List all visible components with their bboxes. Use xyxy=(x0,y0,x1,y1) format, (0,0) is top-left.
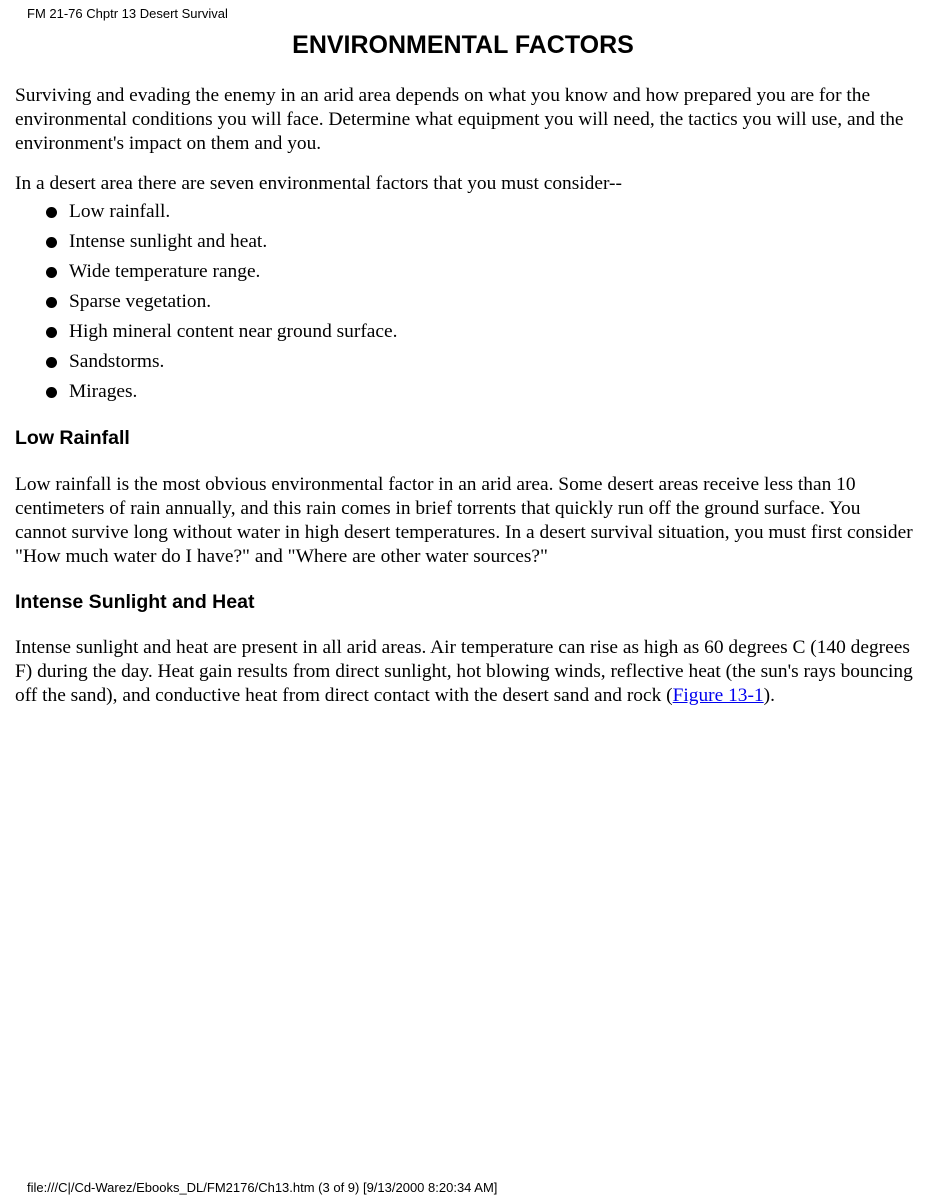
intro-paragraph: Surviving and evading the enemy in an arid area depends on what you know and how prepared you are for the environmental conditions you will face. Determine what equipment you will need, the tactics you will use, and the environment's impact on them and you. xyxy=(15,85,904,154)
bullet-icon xyxy=(46,387,57,398)
list-item-text: Sparse vegetation. xyxy=(69,291,212,312)
list-item-text: Wide temperature range. xyxy=(69,261,261,282)
list-item xyxy=(15,290,397,320)
bullet-icon xyxy=(46,327,57,338)
low-rainfall-paragraph: Low rainfall is the most obvious environmental factor in an arid area. Some desert areas receive less than 10 centimeters of rain annually, and this rain comes in brief torrents that quickly run off the ground surface. You cannot survive long without water in high desert temperatures. In a desert survival situation, you must first consider "How much water do I have?" and "Where are other water sources?" xyxy=(15,474,913,567)
bullet-icon xyxy=(46,237,57,248)
factors-list xyxy=(15,200,397,410)
list-item xyxy=(15,320,397,350)
list-item-text: Intense sunlight and heat. xyxy=(69,231,268,252)
list-item xyxy=(15,260,397,290)
intense-sunlight-text-end: ). xyxy=(763,685,775,706)
page-footer: file:///C|/Cd-Warez/Ebooks_DL/FM2176/Ch13.htm (3 of 9) [9/13/2000 8:20:34 AM] xyxy=(27,1180,498,1195)
intense-sunlight-paragraph xyxy=(15,636,915,708)
intense-sunlight-text: Intense sunlight and heat are present in all arid areas. Air temperature can rise as high as 60 degrees C (140 degrees F) during the day. Heat gain results from direct sunlight, hot blowing winds, reflective heat (the sun's rays bouncing off the sand), and conductive heat from direct contact with the desert sand and rock ( xyxy=(15,637,913,706)
section-heading-low-rainfall: Low Rainfall xyxy=(15,427,130,449)
list-item xyxy=(15,380,397,410)
list-item-text: Sandstorms. xyxy=(69,351,165,372)
bullet-icon xyxy=(46,297,57,308)
figure-13-1-link[interactable]: Figure 13-1 xyxy=(672,685,764,706)
list-intro-paragraph: In a desert area there are seven environmental factors that you must consider-- xyxy=(15,173,622,194)
page-title: ENVIRONMENTAL FACTORS xyxy=(292,31,634,59)
section-heading-intense-sunlight: Intense Sunlight and Heat xyxy=(15,591,255,613)
list-item-text: Low rainfall. xyxy=(69,201,171,222)
list-item-text: High mineral content near ground surface. xyxy=(69,321,398,342)
bullet-icon xyxy=(46,357,57,368)
list-item xyxy=(15,350,397,380)
bullet-icon xyxy=(46,207,57,218)
list-item xyxy=(15,200,397,230)
page-header-title: FM 21-76 Chptr 13 Desert Survival xyxy=(27,6,228,21)
bullet-icon xyxy=(46,267,57,278)
list-item-text: Mirages. xyxy=(69,381,138,402)
list-item xyxy=(15,230,397,260)
